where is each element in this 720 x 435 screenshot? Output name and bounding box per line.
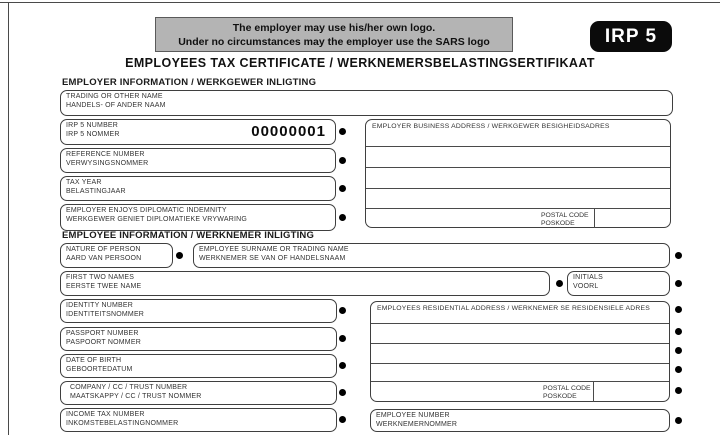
irp5-number-value: 00000001 bbox=[251, 123, 326, 140]
irp5-number-label-en: IRP 5 NUMBER bbox=[66, 122, 119, 129]
field-business-address bbox=[365, 119, 671, 228]
employee-section-heading: EMPLOYEE INFORMATION / WERKNEMER INLIGTING bbox=[62, 230, 315, 241]
business-address-line-3 bbox=[366, 188, 670, 189]
bullet-reference-number bbox=[339, 157, 346, 164]
employer-section-heading: EMPLOYER INFORMATION / WERKGEWER INLIGTING bbox=[62, 77, 317, 88]
field-date-of-birth bbox=[60, 354, 337, 378]
business-postal-divider bbox=[594, 208, 595, 228]
business-postal-code-label bbox=[541, 212, 589, 228]
bullet-residential-address-3 bbox=[675, 347, 682, 354]
business-postal-label-af: POSKODE bbox=[541, 220, 575, 227]
irp5-number-label-af: IRP 5 NOMMER bbox=[66, 130, 120, 138]
date-of-birth-label-af: GEBOORTEDATUM bbox=[66, 365, 133, 373]
reference-number-label-en: REFERENCE NUMBER bbox=[66, 151, 145, 158]
business-postal-label-en: POSTAL CODE bbox=[541, 212, 589, 219]
field-company-number bbox=[60, 381, 337, 405]
identity-number-label-af: IDENTITEITSNOMMER bbox=[66, 310, 145, 318]
business-address-line-2 bbox=[366, 167, 670, 168]
field-tax-year bbox=[60, 176, 336, 201]
page-left-border bbox=[8, 2, 9, 435]
field-irp5-number bbox=[60, 119, 336, 145]
field-diplomatic-indemnity bbox=[60, 204, 336, 231]
bullet-identity-number bbox=[339, 307, 346, 314]
logo-notice-line1: The employer may use his/her own logo. bbox=[232, 21, 436, 34]
field-employee-number bbox=[370, 409, 670, 432]
bullet-tax-year bbox=[339, 185, 346, 192]
tax-year-label-en: TAX YEAR bbox=[66, 179, 102, 186]
bullet-residential-address-1 bbox=[675, 306, 682, 313]
bullet-residential-address-4 bbox=[675, 366, 682, 373]
residential-address-line-2 bbox=[371, 343, 669, 344]
residential-postal-label-af: POSKODE bbox=[543, 393, 577, 400]
passport-number-label-af: PASPOORT NOMMER bbox=[66, 338, 141, 346]
field-passport-number bbox=[60, 327, 337, 351]
employee-number-label-en: EMPLOYEE NUMBER bbox=[376, 412, 450, 419]
form-title: EMPLOYEES TAX CERTIFICATE / WERKNEMERSBELASTINGSERTIFIKAAT bbox=[125, 56, 595, 70]
page-top-border bbox=[0, 2, 720, 3]
bullet-irp5-number bbox=[339, 128, 346, 135]
field-income-tax-number bbox=[60, 408, 337, 432]
field-surname bbox=[193, 243, 670, 268]
income-tax-number-label-en: INCOME TAX NUMBER bbox=[66, 411, 145, 418]
business-address-line-4 bbox=[366, 208, 670, 209]
diplomatic-indemnity-label-en: EMPLOYER ENJOYS DIPLOMATIC INDEMNITY bbox=[66, 207, 227, 214]
bullet-surname bbox=[675, 252, 682, 259]
field-initials bbox=[567, 271, 670, 296]
field-residential-address bbox=[370, 301, 670, 402]
surname-label-en: EMPLOYEE SURNAME OR TRADING NAME bbox=[199, 246, 349, 253]
trading-name-label-af: HANDELS- OF ANDER NAAM bbox=[66, 101, 166, 109]
bullet-diplomatic-indemnity bbox=[339, 214, 346, 221]
residential-postal-divider bbox=[593, 381, 594, 402]
nature-of-person-label-af: AARD VAN PERSOON bbox=[66, 254, 142, 262]
initials-label-en: INITIALS bbox=[573, 274, 603, 281]
bullet-company-number bbox=[339, 389, 346, 396]
date-of-birth-label-en: DATE OF BIRTH bbox=[66, 357, 122, 364]
logo-notice-line2: Under no circumstances may the employer use the SARS logo bbox=[178, 35, 490, 48]
passport-number-label-en: PASSPORT NUMBER bbox=[66, 330, 139, 337]
diplomatic-indemnity-label-af: WERKGEWER GENIET DIPLOMATIEKE VRYWARING bbox=[66, 215, 248, 223]
bullet-initials bbox=[675, 280, 682, 287]
residential-address-label: EMPLOYEES RESIDENTIAL ADDRESS / WERKNEMER SE RESIDENSIELE ADRES bbox=[377, 305, 650, 312]
tax-year-label-af: BELASTINGJAAR bbox=[66, 187, 126, 195]
field-identity-number bbox=[60, 299, 337, 323]
bullet-employee-number bbox=[675, 417, 682, 424]
business-address-line-1 bbox=[366, 146, 670, 147]
bullet-nature-of-person bbox=[176, 252, 183, 259]
residential-postal-code-label bbox=[543, 385, 591, 401]
residential-address-line-3 bbox=[371, 363, 669, 364]
employee-number-label-af: WERKNEMERNOMMER bbox=[376, 420, 458, 428]
residential-address-line-1 bbox=[371, 323, 669, 324]
field-first-two-names bbox=[60, 271, 550, 296]
first-two-names-label-af: EERSTE TWEE NAME bbox=[66, 282, 142, 290]
logo-notice-banner bbox=[155, 17, 513, 52]
irp5-badge: IRP 5 bbox=[590, 21, 672, 52]
identity-number-label-en: IDENTITY NUMBER bbox=[66, 302, 134, 309]
income-tax-number-label-af: INKOMSTEBELASTINGNOMMER bbox=[66, 419, 179, 427]
bullet-income-tax-number bbox=[339, 416, 346, 423]
nature-of-person-label-en: NATURE OF PERSON bbox=[66, 246, 141, 253]
reference-number-label-af: VERWYSINGSNOMMER bbox=[66, 159, 149, 167]
field-trading-name bbox=[60, 90, 673, 116]
business-address-label: EMPLOYER BUSINESS ADDRESS / WERKGEWER BESIGHEIDSADRES bbox=[372, 123, 610, 130]
company-number-label-af: MAATSKAPPY / CC / TRUST NOMMER bbox=[70, 392, 202, 400]
bullet-residential-address-5 bbox=[675, 387, 682, 394]
trading-name-label-en: TRADING OR OTHER NAME bbox=[66, 93, 163, 100]
surname-label-af: WERKNEMER SE VAN OF HANDELSNAAM bbox=[199, 254, 346, 262]
company-number-label-en: COMPANY / CC / TRUST NUMBER bbox=[70, 384, 188, 391]
field-reference-number bbox=[60, 148, 336, 173]
bullet-date-of-birth bbox=[339, 362, 346, 369]
residential-address-line-4 bbox=[371, 381, 669, 382]
initials-label-af: VOORL bbox=[573, 282, 599, 290]
bullet-residential-address-2 bbox=[675, 328, 682, 335]
bullet-first-two-names bbox=[556, 280, 563, 287]
first-two-names-label-en: FIRST TWO NAMES bbox=[66, 274, 135, 281]
bullet-passport-number bbox=[339, 335, 346, 342]
field-nature-of-person bbox=[60, 243, 173, 268]
residential-postal-label-en: POSTAL CODE bbox=[543, 385, 591, 392]
